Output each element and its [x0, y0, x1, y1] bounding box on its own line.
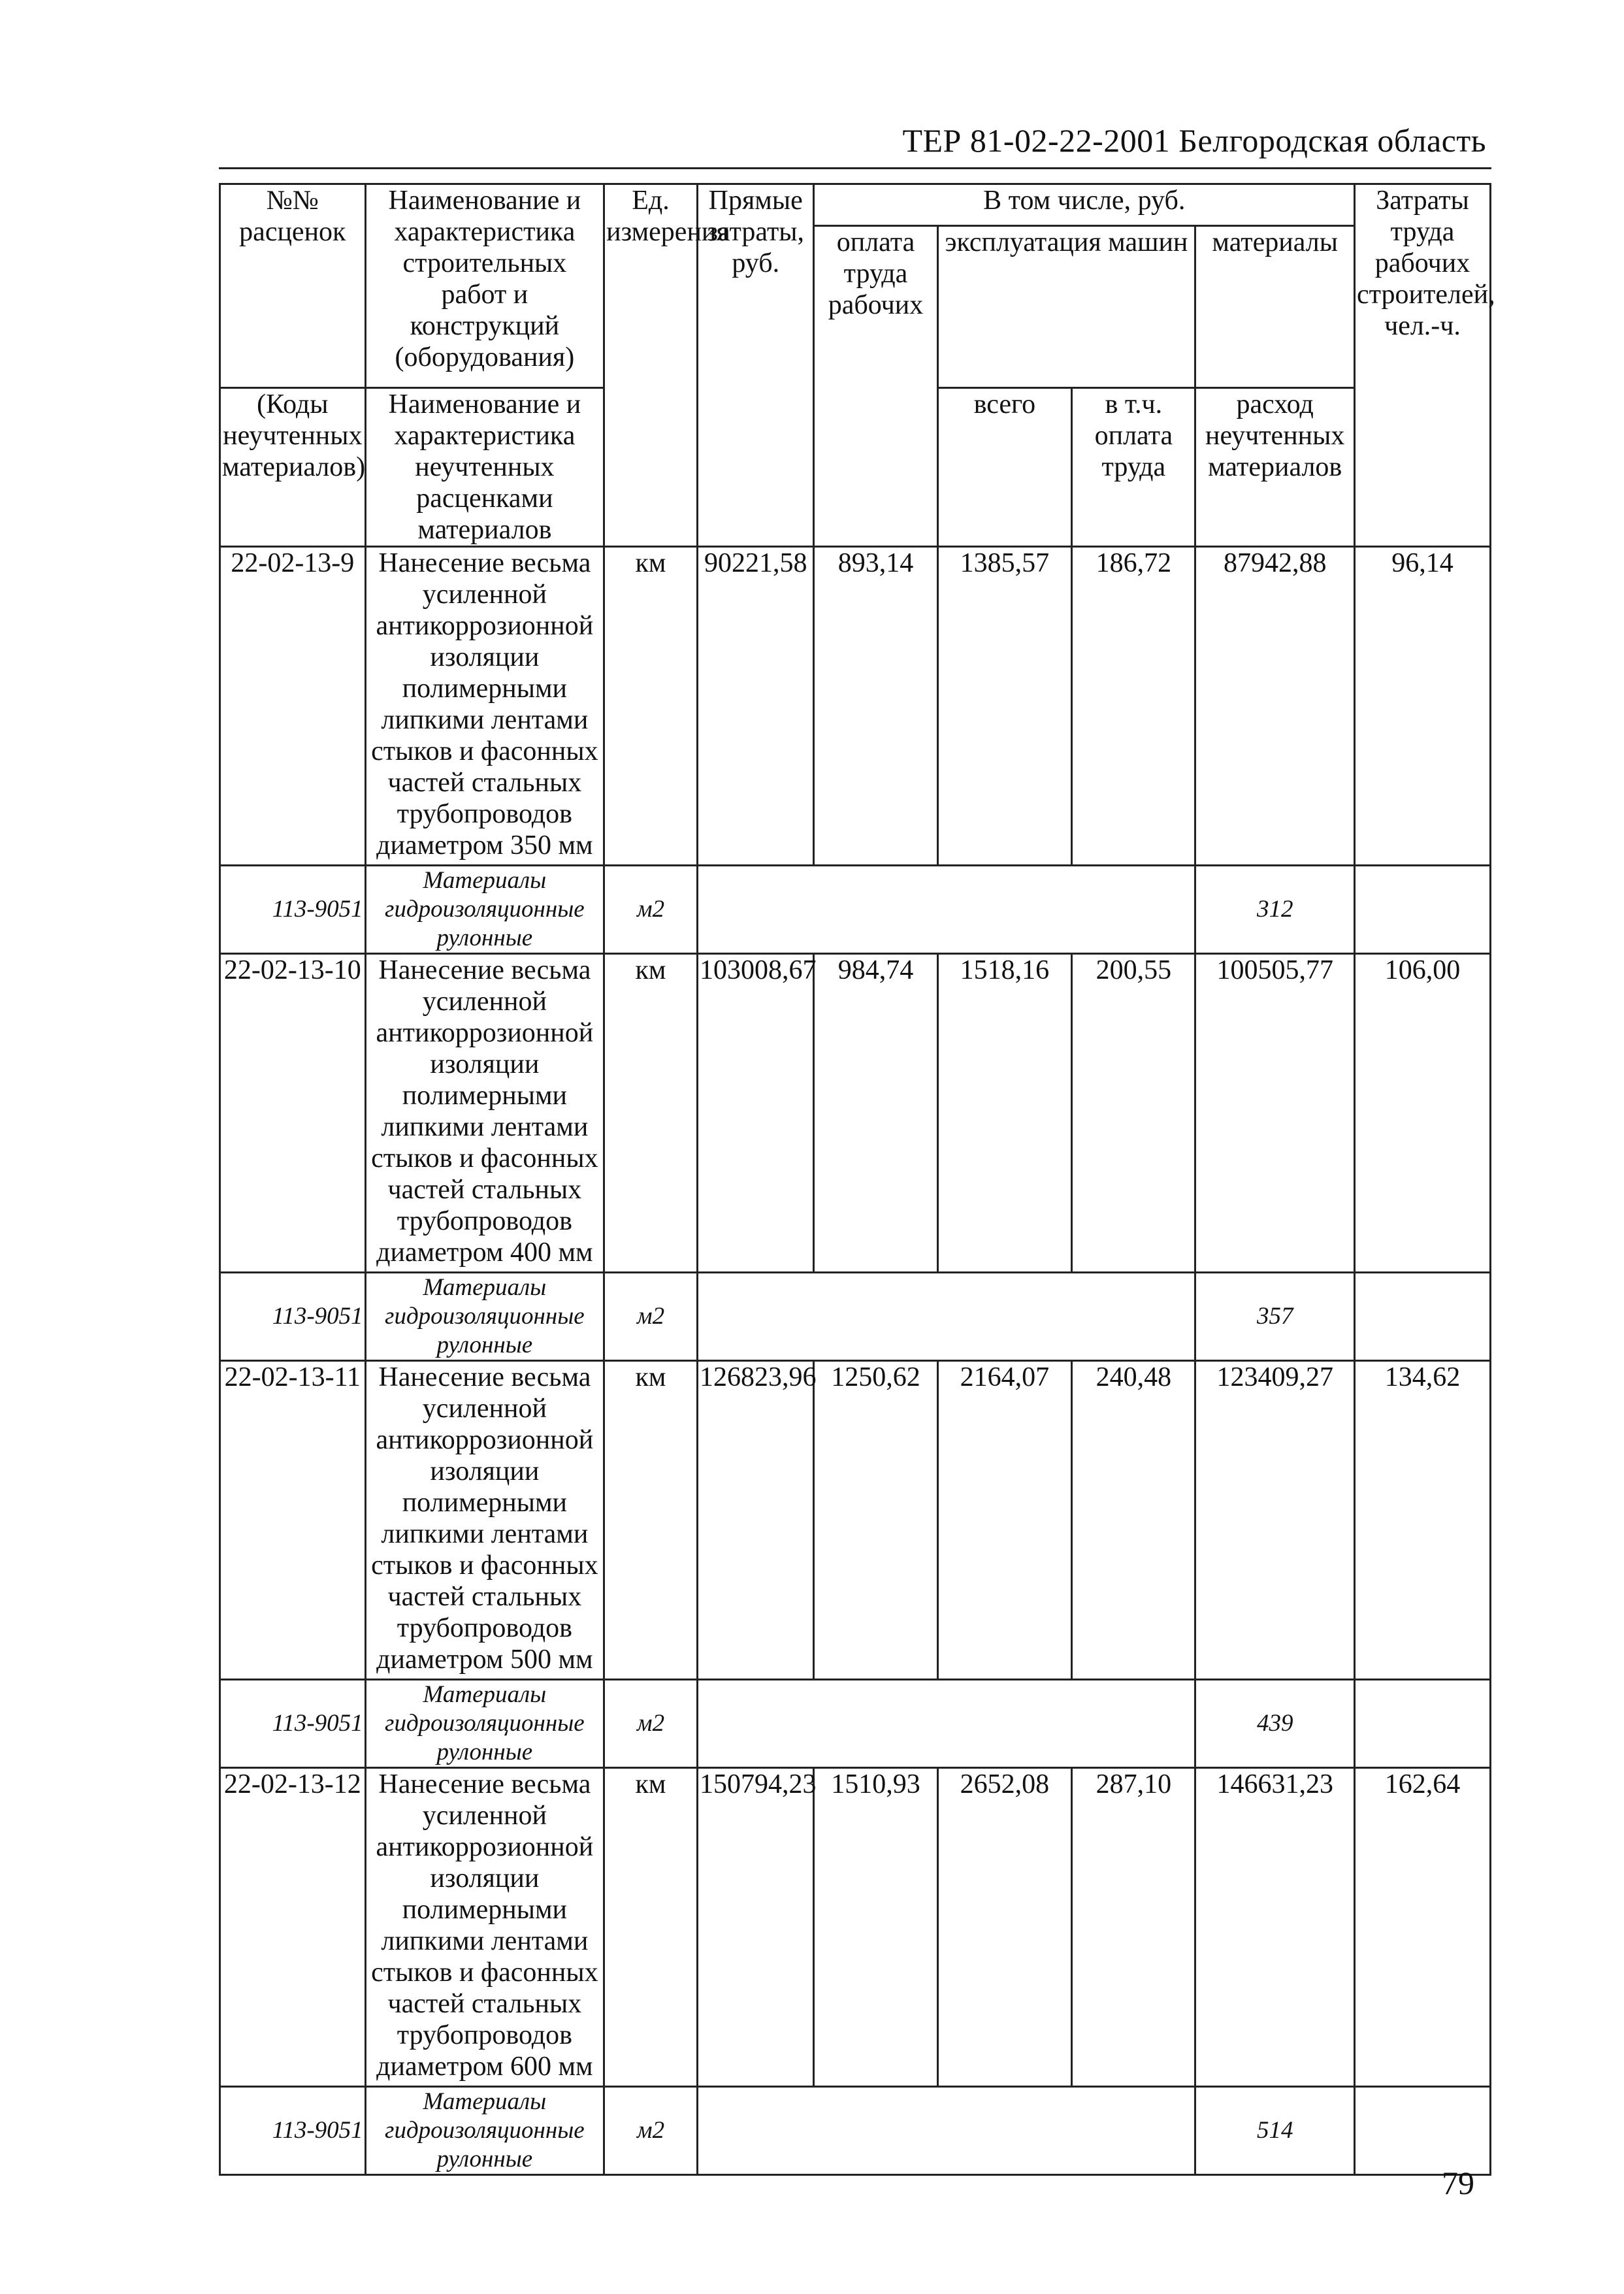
col-header-wage: оплата труда рабочих [814, 226, 937, 547]
col-header-code: №№ расценок [220, 184, 366, 388]
material-name: Материалы гидроизоляционные рулонные [365, 1680, 604, 1768]
cell-wage: 1250,62 [814, 1361, 937, 1680]
page-number: 79 [1442, 2165, 1474, 2201]
cell-materials: 100505,77 [1195, 954, 1355, 1273]
material-qty: 357 [1195, 1273, 1355, 1361]
col-header-mach-wage: в т.ч. оплата труда [1072, 388, 1195, 547]
price-table [219, 183, 1495, 2176]
col-header-machines: эксплуатация машин [937, 226, 1195, 388]
cell-materials: 146631,23 [1195, 1768, 1355, 2087]
material-name: Материалы гидроизоляционные рулонные [365, 1273, 604, 1361]
table-row [220, 1768, 1491, 2087]
material-blank-end [1355, 866, 1491, 954]
cell-unit: км [604, 1361, 698, 1680]
cell-code: 22-02-13-11 [220, 1361, 366, 1680]
cell-mach-total: 1385,57 [937, 547, 1072, 866]
material-row [220, 2087, 1491, 2175]
material-code: 113-9051 [220, 2087, 366, 2175]
cell-wage: 984,74 [814, 954, 937, 1273]
col-header-unit: Ед. измерения [604, 184, 698, 547]
cell-name: Нанесение весьма усиленной антикоррозионной изоляции полимерными липкими лентами стыков и фасонных частей стальных трубопроводов диаметром 400 мм [365, 954, 604, 1273]
col-header-code2: (Коды неучтенных материалов) [220, 388, 366, 547]
cell-wage: 1510,93 [814, 1768, 937, 2087]
material-unit: м2 [604, 1680, 698, 1768]
cell-mach-total: 2164,07 [937, 1361, 1072, 1680]
cell-mach-wage: 200,55 [1072, 954, 1195, 1273]
col-header-labor: Затраты труда рабочих строителей, чел.-ч. [1355, 184, 1491, 547]
cell-code: 22-02-13-9 [220, 547, 366, 866]
cell-wage: 893,14 [814, 547, 937, 866]
cell-mach-wage: 186,72 [1072, 547, 1195, 866]
cell-name: Нанесение весьма усиленной антикоррозионной изоляции полимерными липкими лентами стыков и фасонных частей стальных трубопроводов диаметром 350 мм [365, 547, 604, 866]
material-blank [697, 1273, 1195, 1361]
material-blank-end [1355, 2087, 1491, 2175]
material-blank [697, 1680, 1195, 1768]
cell-labor: 106,00 [1355, 954, 1491, 1273]
material-blank [697, 866, 1195, 954]
material-blank-end [1355, 1680, 1491, 1768]
table-row [220, 954, 1491, 1273]
cell-mach-wage: 287,10 [1072, 1768, 1195, 2087]
cell-direct: 150794,23 [697, 1768, 814, 2087]
cell-mach-wage: 240,48 [1072, 1361, 1195, 1680]
cell-code: 22-02-13-12 [220, 1768, 366, 2087]
col-header-direct: Прямые затраты, руб. [697, 184, 814, 547]
material-row [220, 1680, 1491, 1768]
cell-unit: км [604, 954, 698, 1273]
cell-unit: км [604, 1768, 698, 2087]
material-qty: 312 [1195, 866, 1355, 954]
material-code: 113-9051 [220, 1273, 366, 1361]
header-title: ТЕР 81-02-22-2001 Белгородская область [902, 122, 1486, 159]
material-unit: м2 [604, 1273, 698, 1361]
cell-name: Нанесение весьма усиленной антикоррозионной изоляции полимерными липкими лентами стыков и фасонных частей стальных трубопроводов диаметром 600 мм [365, 1768, 604, 2087]
material-row [220, 866, 1491, 954]
col-header-mach-total: всего [937, 388, 1072, 547]
cell-unit: км [604, 547, 698, 866]
cell-labor: 162,64 [1355, 1768, 1491, 2087]
cell-direct: 126823,96 [697, 1361, 814, 1680]
col-header-materials: материалы [1195, 226, 1355, 388]
col-header-name2: Наименование и характеристика неучтенных расценками материалов [365, 388, 604, 547]
material-blank [697, 2087, 1195, 2175]
col-header-name: Наименование и характеристика строительных работ и конструкций (оборудования) [365, 184, 604, 388]
cell-mach-total: 2652,08 [937, 1768, 1072, 2087]
material-unit: м2 [604, 866, 698, 954]
cell-mach-total: 1518,16 [937, 954, 1072, 1273]
cell-labor: 134,62 [1355, 1361, 1491, 1680]
material-qty: 514 [1195, 2087, 1355, 2175]
col-header-incl: В том числе, руб. [814, 184, 1355, 226]
material-unit: м2 [604, 2087, 698, 2175]
material-row [220, 1273, 1491, 1361]
col-header-mat-use: расход неучтенных материалов [1195, 388, 1355, 547]
cell-labor: 96,14 [1355, 547, 1491, 866]
material-qty: 439 [1195, 1680, 1355, 1768]
running-header [219, 120, 1491, 169]
material-name: Материалы гидроизоляционные рулонные [365, 2087, 604, 2175]
cell-name: Нанесение весьма усиленной антикоррозионной изоляции полимерными липкими лентами стыков и фасонных частей стальных трубопроводов диаметром 500 мм [365, 1361, 604, 1680]
table-row [220, 1361, 1491, 1680]
cell-code: 22-02-13-10 [220, 954, 366, 1273]
cell-direct: 90221,58 [697, 547, 814, 866]
table-row [220, 547, 1491, 866]
material-code: 113-9051 [220, 866, 366, 954]
material-name: Материалы гидроизоляционные рулонные [365, 866, 604, 954]
material-code: 113-9051 [220, 1680, 366, 1768]
cell-direct: 103008,67 [697, 954, 814, 1273]
material-blank-end [1355, 1273, 1491, 1361]
cell-materials: 123409,27 [1195, 1361, 1355, 1680]
cell-materials: 87942,88 [1195, 547, 1355, 866]
